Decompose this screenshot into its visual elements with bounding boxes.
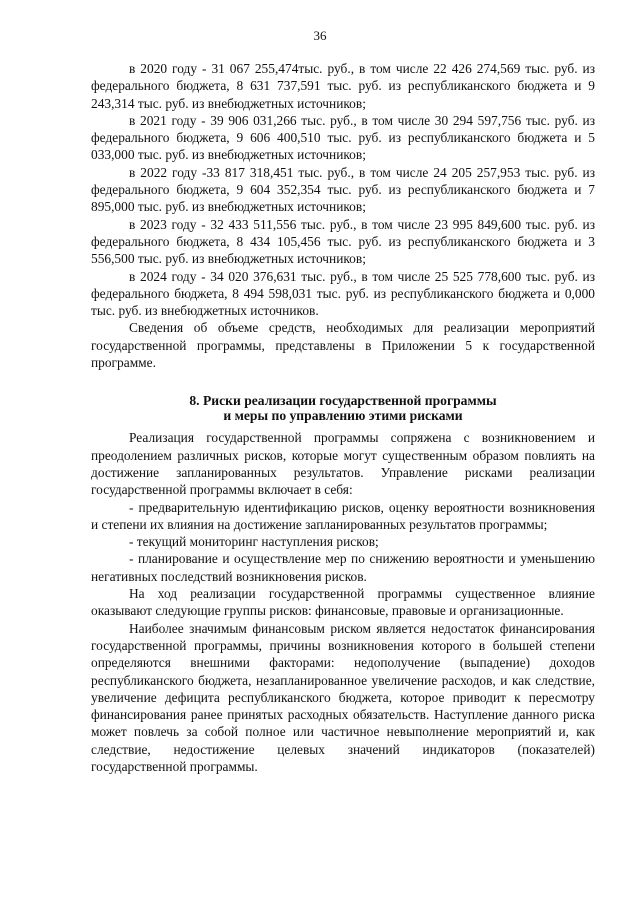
section-heading: [91, 393, 595, 423]
risk-groups-paragraph: На ход реализации государственной программы существенное влияние оказывают следующие группы рисков: финансовые, правовые и организационные.: [91, 586, 595, 619]
funding-2022-paragraph: в 2022 году -33 817 318,451 тыс. руб., в том числе 24 205 257,953 тыс. руб. из федерального бюджета, 9 604 352,354 тыс. руб. из республиканского бюджета и 7 895,000 тыс. руб. из внебюджетных источников;: [91, 164, 595, 215]
page-number: 36: [313, 28, 327, 43]
funding-2021-paragraph: в 2021 году - 39 906 031,266 тыс. руб., в том числе 30 294 597,756 тыс. руб. из федерального бюджета, 9 606 400,510 тыс. руб. из республиканского бюджета и 5 033,000 тыс. руб. из внебюджетных источников;: [91, 112, 595, 163]
risk-intro-paragraph: Реализация государственной программы сопряжена с возникновением и преодолением различных рисков, которые могут существенным образом повлиять на достижение запланированных результатов. Управление рисками реализации государственной программы включает в себя:: [91, 430, 595, 498]
funding-2020-paragraph: в 2020 году - 31 067 255,474тыс. руб., в том числе 22 426 274,569 тыс. руб. из федерального бюджета, 8 631 737,591 тыс. руб. из республиканского бюджета и 9 243,314 тыс. руб. из внебюджетных источников;: [91, 61, 595, 111]
section-heading-line1: 8. Риски реализации государственной программы: [189, 393, 497, 409]
risk-list-item: - текущий мониторинг наступления рисков;: [129, 534, 379, 550]
appendix-reference-paragraph: Сведения об объеме средств, необходимых для реализации мероприятий государственной программы, представлены в Приложении 5 к государственной программе.: [91, 320, 595, 371]
page-content: [91, 60, 595, 775]
funding-2024-paragraph: в 2024 году - 34 020 376,631 тыс. руб., в том числе 25 525 778,600 тыс. руб. из федерального бюджета, 8 494 598,031 тыс. руб. из республиканского бюджета и 0,000 тыс. руб. из внебюджетных источников.: [91, 268, 595, 319]
funding-2023-paragraph: в 2023 году - 32 433 511,556 тыс. руб., в том числе 23 995 849,600 тыс. руб. из федерального бюджета, 8 434 105,456 тыс. руб. из республиканского бюджета и 3 556,500 тыс. руб. из внебюджетных источников;: [91, 216, 595, 267]
financial-risk-paragraph: Наиболее значимым финансовым риском является недостаток финансирования государственной программы, причины возникновения которого в большей степени определяются внешними факторами: недополучение (выпадение) доходов республиканского бюджета, незапланированное увеличение расходов, и как следствие, увеличение дефицита республиканского бюджета, которое приводит к пересмотру финансирования ранее принятых расходных обязательств. Наступление данного риска может повлечь за собой полное или частичное невыполнение мероприятий и, как следствие, недостижение целевых значений индикаторов (показателей) государственной программы.: [91, 620, 595, 774]
section-heading-line2: и меры по управлению этими рисками: [223, 408, 463, 424]
risk-list-item: - планирование и осуществление мер по снижению вероятности и уменьшению негативных последствий возникновения рисков.: [91, 551, 595, 584]
risk-list-item: - предварительную идентификацию рисков, оценку вероятности возникновения и степени их влияния на достижение запланированных результатов программы;: [91, 499, 595, 532]
